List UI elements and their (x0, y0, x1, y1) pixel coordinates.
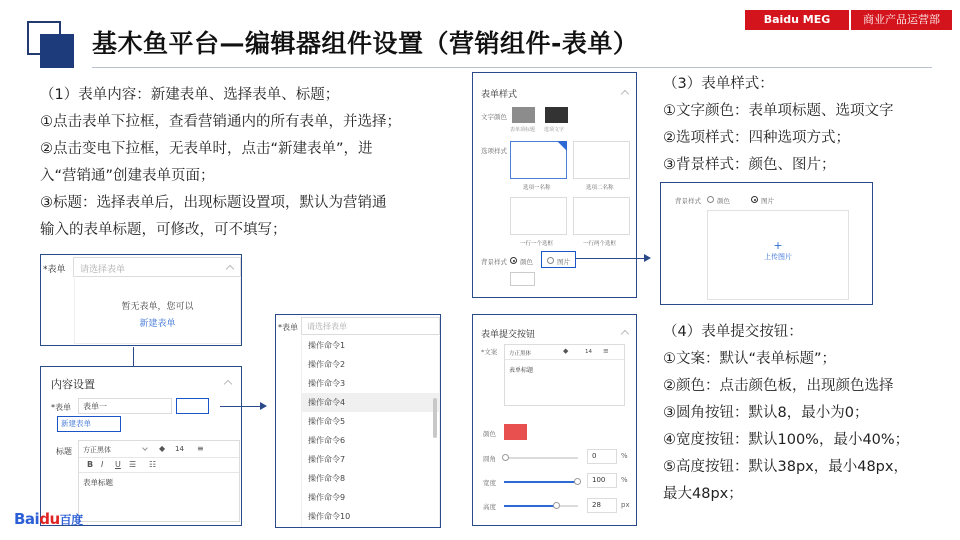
text-line: 最大48px； (663, 486, 743, 502)
option-style-caption: 一行两个选框 (583, 241, 617, 247)
option-style-caption: 选项一名称 (523, 185, 551, 191)
text-line: ①文案：默认“表单标题”； (663, 351, 837, 367)
form-style-title: 表单样式 (481, 90, 518, 100)
bold-icon[interactable]: B (87, 460, 94, 469)
content-settings-title: 内容设置 (51, 378, 95, 391)
logo-square-solid (40, 34, 74, 68)
bg-color-label: 颜色 (520, 258, 533, 266)
color-label: 颜色 (483, 430, 496, 438)
brand-tag: Baidu MEG (745, 10, 849, 30)
form-label: *表单 (51, 403, 71, 412)
title-editor[interactable] (78, 440, 240, 522)
font-color-icon[interactable]: ◆ (563, 347, 569, 355)
bg-color-label: 颜色 (717, 197, 730, 205)
logo-text-b: du (39, 510, 60, 528)
title-color-caption: 表单项标题 (510, 127, 536, 133)
title-label: 标题 (56, 447, 72, 456)
department-tag: 商业产品运营部 (851, 10, 952, 30)
font-size-select[interactable]: 14 (585, 349, 592, 355)
page-title: 基木鱼平台—编辑器组件设置（营销组件-表单） (92, 29, 639, 58)
bg-color-picker[interactable] (510, 272, 535, 286)
form-select-placeholder: 请选择表单 (307, 322, 347, 331)
italic-icon[interactable]: I (101, 460, 104, 469)
width-label: 宽度 (483, 479, 496, 487)
copy-value: 表单标题 (509, 367, 534, 374)
toolbar-divider (79, 457, 239, 458)
logo-text-a: Bai (14, 510, 40, 528)
form-dropdown-panel (275, 314, 441, 528)
dropdown-item[interactable]: 操作命令3 (308, 379, 346, 388)
form-select-dropdown (74, 278, 241, 344)
collapse-icon[interactable] (621, 330, 629, 338)
text-line: ②点击变电下拉框，无表单时，点击“新建表单”，进 (40, 141, 373, 157)
bg-image-radio[interactable] (751, 196, 758, 203)
form-label: *表单 (278, 323, 298, 332)
width-unit: % (621, 476, 628, 484)
height-unit: px (621, 501, 630, 509)
submit-panel-title: 表单提交按钮 (481, 330, 536, 340)
title-color-swatch[interactable] (512, 107, 535, 123)
option-color-caption: 选项文字 (544, 127, 565, 133)
bg-image-panel (660, 182, 873, 305)
dropdown-item-hovered[interactable]: 操作命令4 (302, 393, 439, 412)
copy-label: *文案 (481, 348, 498, 356)
collapse-icon[interactable] (224, 380, 232, 388)
bg-color-radio[interactable] (707, 196, 714, 203)
bg-image-label: 图片 (761, 197, 774, 205)
empty-form-panel (40, 254, 242, 346)
text-line: ①点击表单下拉框，查看营销通内的所有表单，并选择； (40, 114, 401, 130)
toolbar-divider (79, 472, 239, 473)
content-settings-panel (40, 366, 242, 526)
new-form-link[interactable]: 新建表单 (139, 319, 176, 329)
scrollbar-thumb[interactable] (433, 398, 437, 438)
option-style-card[interactable] (510, 197, 567, 235)
baidu-logo (14, 510, 83, 528)
radius-slider-knob[interactable] (502, 454, 509, 461)
radius-unit: % (621, 452, 628, 460)
toolbar-divider (505, 359, 624, 360)
selected-corner-icon (557, 141, 567, 151)
text-line: ②颜色：点击颜色板，出现颜色选择 (663, 378, 894, 394)
bg-style-label: 背景样式 (481, 258, 507, 266)
option-style-caption: 选项二名称 (586, 185, 614, 191)
new-form-link[interactable]: 新建表单 (57, 416, 121, 432)
chevron-up-icon (226, 265, 234, 273)
left-description (40, 82, 401, 244)
empty-text: 暂无表单，您可以 (121, 302, 194, 312)
dropdown-item[interactable]: 操作命令5 (308, 417, 346, 426)
font-color-icon[interactable]: ◆ (159, 444, 166, 453)
bg-image-label: 图片 (557, 258, 570, 266)
form-select-value: 表单一 (83, 402, 107, 411)
text-line: ③圆角按钮：默认8，最小为0； (663, 405, 869, 421)
title-value: 表单标题 (83, 478, 113, 487)
dropdown-item[interactable]: 操作命令10 (308, 512, 351, 521)
form-select[interactable] (78, 398, 172, 414)
text-color-label: 文字颜色 (481, 113, 507, 121)
text-line: ⑤高度按钮：默认38px，最小48px， (663, 459, 908, 475)
line-height-icon[interactable]: ≡ (603, 347, 609, 355)
text-line: （1）表单内容：新建表单、选择表单、标题； (40, 87, 340, 103)
option-style-card-selected[interactable] (510, 141, 567, 179)
arrow-head-icon (260, 402, 267, 410)
submit-description (663, 319, 909, 508)
bg-style-label: 背景样式 (675, 197, 701, 205)
height-label: 高度 (483, 503, 496, 511)
dropdown-item[interactable]: 操作命令7 (308, 455, 346, 464)
dropdown-list (301, 336, 440, 528)
text-line: ①文字颜色：表单项标题、选项文字 (663, 103, 894, 119)
dropdown-item[interactable]: 操作命令9 (308, 493, 346, 502)
text-line: ④宽度按钮：默认100%，最小40%； (663, 432, 910, 448)
chevron-down-icon (142, 445, 148, 451)
option-style-label: 选项样式 (481, 147, 507, 155)
height-slider-knob[interactable] (553, 502, 560, 509)
radius-label: 圆角 (483, 455, 496, 463)
underline-icon[interactable]: U (115, 460, 121, 469)
form-select-placeholder: 请选择表单 (80, 265, 126, 275)
height-input[interactable]: 28 (587, 498, 617, 513)
line-height-icon[interactable]: ≡ (197, 444, 204, 453)
font-size-select[interactable]: 14 (175, 445, 184, 453)
option-style-card[interactable] (573, 197, 630, 235)
arrow-line (575, 258, 645, 259)
bg-image-radio[interactable] (547, 257, 554, 264)
font-family-select[interactable]: 方正黑体 (509, 351, 532, 357)
width-slider-fill (504, 481, 578, 483)
text-line: ②选项样式：四种选项方式； (663, 130, 850, 146)
arrow-head-icon (644, 254, 651, 262)
text-line: （4）表单提交按钮： (663, 324, 803, 340)
text-line: ③背景样式：颜色、图片； (663, 157, 836, 173)
dropdown-item[interactable]: 操作命令1 (308, 341, 346, 350)
form-style-panel (472, 72, 637, 298)
form-select[interactable] (301, 317, 440, 335)
option-style-card[interactable] (573, 141, 630, 179)
radius-input[interactable]: 0 (587, 449, 617, 464)
form-select[interactable] (73, 257, 241, 277)
form-label: *表单 (43, 265, 66, 275)
radius-slider-track[interactable] (504, 457, 578, 459)
copy-editor[interactable] (504, 344, 625, 406)
text-line: 入“营销通”创建表单页面； (40, 168, 215, 184)
bg-color-radio[interactable] (510, 257, 517, 264)
arrow-line (220, 406, 262, 407)
plus-icon: + (773, 239, 783, 252)
align-icon[interactable]: ☰ (129, 460, 137, 469)
text-line: 输入的表单标题，可修改，可不填写； (40, 222, 287, 238)
logo-text-c: 百度 (59, 513, 83, 527)
dropdown-item[interactable]: 操作命令8 (308, 474, 346, 483)
width-input[interactable]: 100 (587, 473, 617, 488)
style-description (663, 71, 894, 179)
dropdown-item[interactable]: 操作命令6 (308, 436, 346, 445)
dropdown-item[interactable]: 操作命令2 (308, 360, 346, 369)
font-family-select[interactable]: 方正黑体 (83, 446, 111, 454)
list-icon[interactable]: ☷ (149, 460, 157, 469)
title-divider (92, 67, 932, 68)
upload-text: 上传图片 (764, 253, 792, 261)
text-line: ③标题：选择表单后，出现标题设置项，默认为营销通 (40, 195, 387, 211)
option-style-caption: 一行一个选框 (520, 241, 554, 247)
width-slider-knob[interactable] (574, 478, 581, 485)
submit-button-panel (472, 314, 637, 526)
collapse-icon[interactable] (621, 90, 629, 98)
text-line: （3）表单样式： (663, 76, 774, 92)
highlight-box (176, 398, 209, 414)
upload-image-area[interactable] (707, 210, 849, 300)
height-slider-fill (504, 505, 556, 507)
submit-color-swatch[interactable] (504, 424, 527, 440)
option-color-swatch[interactable] (545, 107, 568, 123)
